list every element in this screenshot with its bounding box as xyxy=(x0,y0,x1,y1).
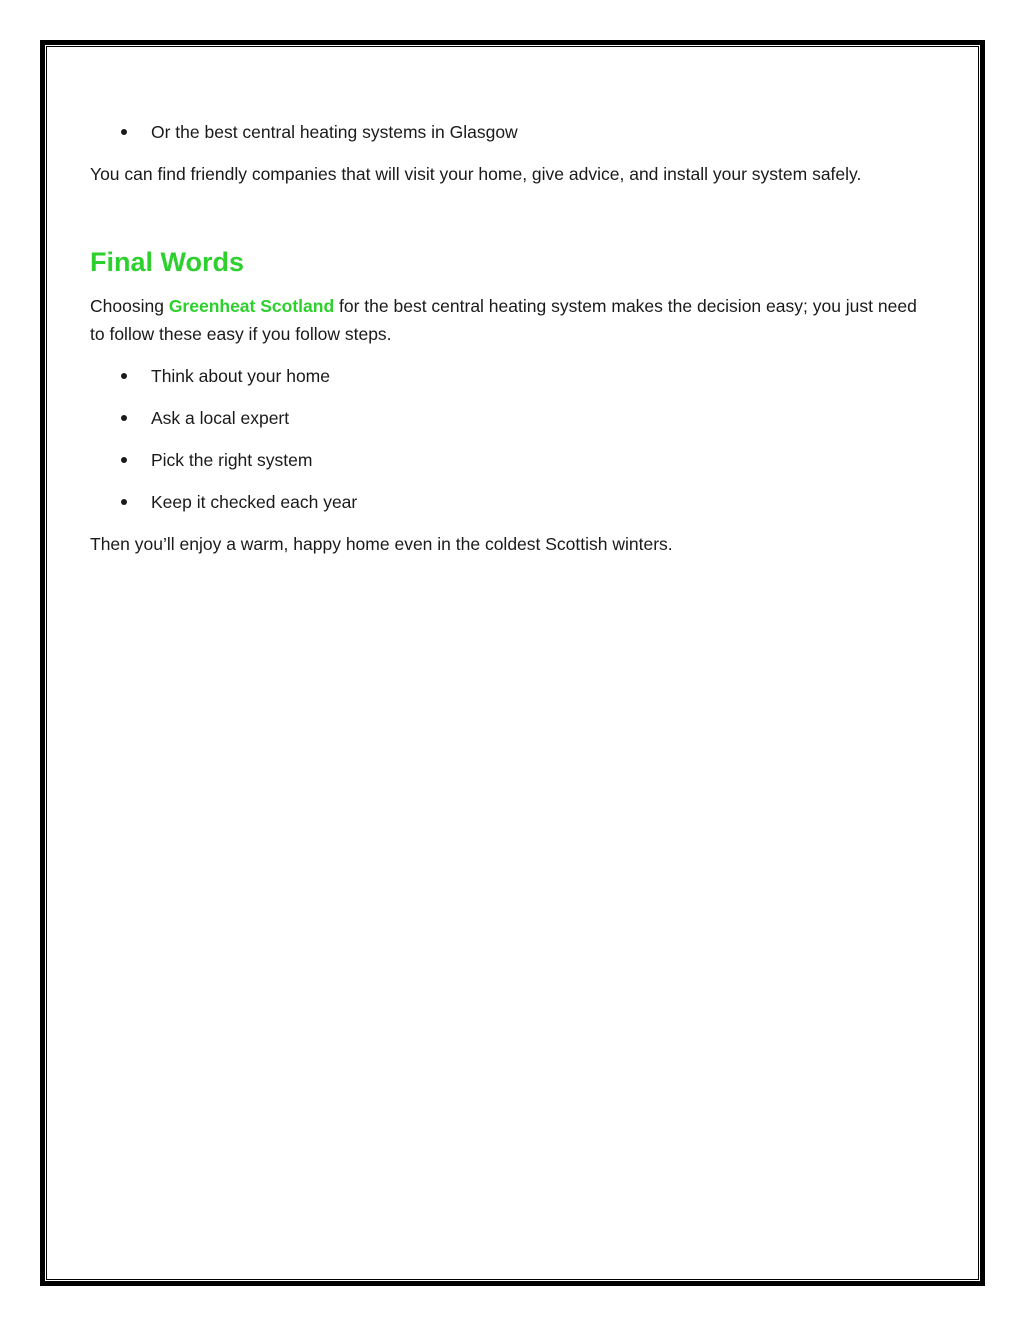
list-item-text: Keep it checked each year xyxy=(151,492,358,512)
intro-paragraph: You can find friendly companies that will visit your home, give advice, and install your system safely. xyxy=(90,164,862,184)
bullet-icon xyxy=(121,373,127,379)
list-item-text: Think about your home xyxy=(151,366,330,386)
list-item-text: Pick the right system xyxy=(151,450,313,470)
final-paragraph-rest: for the best central heating system makes the decision easy; you just need to follow these easy if you follow steps. xyxy=(90,296,917,344)
final-paragraph-lead: Choosing xyxy=(90,296,169,316)
list-item-text: Ask a local expert xyxy=(151,408,290,428)
list-item xyxy=(90,488,920,516)
list-item-text: Or the best central heating systems in Glasgow xyxy=(151,122,518,142)
list-item xyxy=(90,362,920,390)
final-paragraph xyxy=(90,292,920,348)
bullet-icon xyxy=(121,129,127,135)
list-item xyxy=(90,446,920,474)
document-body xyxy=(90,118,920,572)
brand-name: Greenheat Scotland xyxy=(168,296,335,316)
section-heading: Final Words xyxy=(90,247,245,277)
closing-paragraph: Then you’ll enjoy a warm, happy home even in the coldest Scottish winters. xyxy=(90,534,673,554)
bullet-icon xyxy=(121,457,127,463)
list-item xyxy=(90,404,920,432)
list-item xyxy=(90,118,920,146)
bullet-icon xyxy=(121,499,127,505)
steps-bullet-list xyxy=(90,362,920,516)
bullet-icon xyxy=(121,415,127,421)
intro-bullet-list xyxy=(90,118,920,146)
